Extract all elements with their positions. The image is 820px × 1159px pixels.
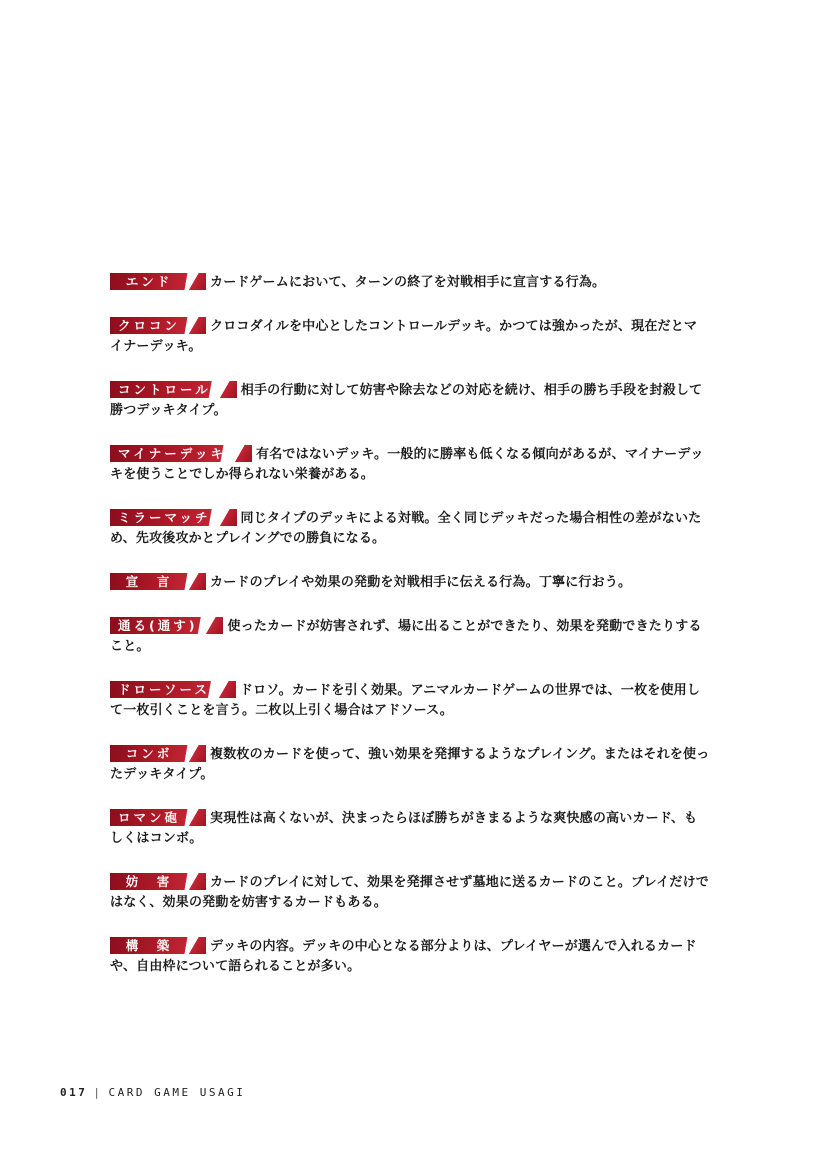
glossary-entry-kouchiku	[110, 937, 710, 977]
term-definition: カードのプレイや効果の発動を対戦相手に伝える行為。丁寧に行おう。	[210, 575, 632, 590]
glossary-entry-kurokon	[110, 317, 710, 357]
glossary-entry-combo	[110, 745, 710, 785]
term-definition: ドロソ。カードを引く効果。アニマルカードゲームの世界では、一枚を使用して一枚引くことを言う。二枚以上引く場合はアドソース。	[110, 683, 701, 718]
glossary-entry-sengen	[110, 573, 710, 593]
term-label: エンド	[110, 273, 206, 290]
term-definition: クロコダイルを中心としたコントロールデッキ。かつては強かったが、現在だとマイナーデッキ。	[110, 319, 698, 354]
term-definition: デッキの内容。デッキの中心となる部分よりは、プレイヤーが選んで入れるカードや、自由枠について語られることが多い。	[110, 939, 697, 974]
term-label: クロコン	[110, 317, 206, 334]
term-definition: カードゲームにおいて、ターンの終了を対戦相手に宣言する行為。	[210, 275, 606, 290]
glossary-list	[110, 273, 710, 1001]
page-number: 017	[60, 1086, 88, 1099]
term-label: 構 築	[110, 937, 206, 954]
term-label: 通る(通す)	[110, 617, 223, 634]
term-label: ドローソース	[110, 681, 236, 698]
glossary-entry-control	[110, 381, 710, 421]
term-label: ミラーマッチ	[110, 509, 237, 526]
term-definition: 同じタイプのデッキによる対戦。全く同じデッキだった場合相性の差がないため、先攻後攻かとプレイングでの勝負になる。	[110, 511, 702, 546]
publication-title: CARD GAME USAGI	[108, 1086, 246, 1099]
term-definition: カードのプレイに対して、効果を発揮させず墓地に送るカードのこと。プレイだけではなく、効果の発動を妨害するカードもある。	[110, 875, 710, 910]
term-definition: 複数枚のカードを使って、強い効果を発揮するようなプレイング。またはそれを使ったデッキタイプ。	[110, 747, 710, 782]
term-definition: 実現性は高くないが、決まったらほぼ勝ちがきまるような爽快感の高いカード、もしくはコンボ。	[110, 811, 698, 846]
term-label: マイナーデッキ	[110, 445, 252, 462]
term-label: 妨 害	[110, 873, 206, 890]
glossary-entry-minor-deck	[110, 445, 710, 485]
term-definition: 相手の行動に対して妨害や除去などの対応を続け、相手の勝ち手段を封殺して勝つデッキタイプ。	[110, 383, 703, 418]
term-label: 宣 言	[110, 573, 206, 590]
term-definition: 使ったカードが妨害されず、場に出ることができたり、効果を発動できたりすること。	[110, 619, 702, 654]
glossary-entry-tooru	[110, 617, 710, 657]
term-label: ロマン砲	[110, 809, 206, 826]
glossary-entry-end	[110, 273, 710, 293]
glossary-entry-draw-source	[110, 681, 710, 721]
term-label: コントロール	[110, 381, 237, 398]
term-definition: 有名ではないデッキ。一般的に勝率も低くなる傾向があるが、マイナーデッキを使うことでしか得られない栄養がある。	[110, 447, 704, 482]
footer-separator: |	[93, 1086, 103, 1099]
glossary-entry-roman-hou	[110, 809, 710, 849]
page-footer	[60, 1086, 245, 1099]
glossary-entry-mirror-match	[110, 509, 710, 549]
term-label: コンボ	[110, 745, 206, 762]
glossary-entry-bougai	[110, 873, 710, 913]
